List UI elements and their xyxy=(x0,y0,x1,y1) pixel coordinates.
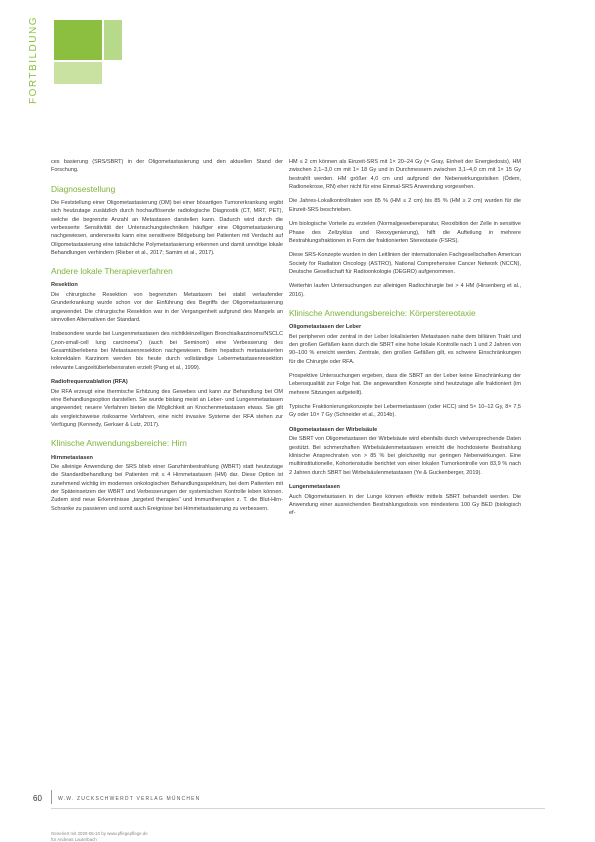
paragraph-wirbelsaeule: Die SBRT von Oligometastasen der Wirbelsäule wird ebenfalls durch vielversprechende Daten gestützt. Bei schmerzhaften Wirbelsäulenmetastasen erreicht die hochdosierte Bestrahlung klinische Ansprechraten von > 85 % bei gleichzeitig nur geringen Nebenwirkungen. Eine multiinstitutionelle, Kohortenstudie berichtet von einer lokalen Tumorkontrolle von 83,9 % nach 2 Jahren durch SBRT bei Wirbelsäulenmetastasen (Ye & Guckenberger, 2019). xyxy=(289,436,521,476)
section-side-label: FORTBILDUNG xyxy=(28,16,39,104)
subheading-hirnmetastasen: Hirnmetastasen xyxy=(51,454,93,461)
footer-divider xyxy=(51,790,52,804)
generated-line-2: für Andreas Lauterbach xyxy=(51,836,97,842)
decor-square-mid xyxy=(104,20,122,60)
paragraph-konzepte: Diese SRS-Konzepte wurden in den Leitlinien der internationalen Fachgesellschaften American Society for Radiation Oncology (ASTRO), National Comprehensive Cancer Network (NCCN), Deutsche Gesellschaft für Radioonkologie (DEGRO) aufgenommen. xyxy=(289,252,521,275)
intro-paragraph: ces basierung (SRS/SBRT) in der Oligometastasierung und den aktuellen Stand der Forschung. xyxy=(51,159,283,174)
heading-hirn: Klinische Anwendungsbereiche: Hirn xyxy=(51,438,187,449)
heading-diagnosestellung: Diagnosestellung xyxy=(51,183,116,194)
decor-square-light xyxy=(54,62,102,84)
heading-koerperstereotaxie: Klinische Anwendungsbereiche: Körperstereotaxie xyxy=(289,308,476,319)
paragraph-resektion-2: Insbesondere wurde bei Lungenmetastasen des nichtkleinzelligen Bronchialkarzinoms/NSCLC („non-small-cell lung carcinoma“) (auch bei Seminom) eine Verbesserung des Gesamtüberlebens bei Metastasenresektion nachgewiesen. Beim hepatisch metastasierten kolorektalen Karzinom werden bis heute durch vollständige Lebermetastasenresektion relevante Langzeitüberlebensraten erzielt (Pang et al., 1999). xyxy=(51,331,283,371)
page-number: 60 xyxy=(33,794,42,803)
left-column xyxy=(51,158,283,519)
subheading-resektion: Resektion xyxy=(51,282,78,289)
decor-square-green xyxy=(54,20,102,60)
subheading-lungenmetastasen: Lungenmetastasen xyxy=(289,484,340,491)
generated-note xyxy=(51,831,148,842)
paragraph-kontrollrate: Die Jahres-Lokalkontrollraten von 85 % (HM ≤ 2 cm) bis 85 % (HM ≥ 2 cm) wurden für die Einzeit-SRS beschrieben. xyxy=(289,198,521,213)
right-column xyxy=(289,158,521,524)
paragraph-hm-dosis: HM ≤ 2 cm können als Einzeit-SRS mit 1× 20–24 Gy (= Gray, Einheit der Energiedosis), HM zwischen 2,1–3,0 cm mit 1× 18 Gy und in Durchmessern zwischen 3,1–4,0 cm mit 1× 15 Gy bestrahlt werden. HM größer 4,0 cm und aufgrund der Nebenwirkungsrisiken (Ödem, Radionekrose, RN) eher nicht für eine Einmal-SRS Anwendung vorgesehen. xyxy=(289,159,521,191)
paragraph-rfa: Die RFA erzeugt eine thermische Erhitzung des Gewebes und kann zur Behandlung bei OM eine Behandlungsoption darstellen. Sie wurde bislang meist an Leber- und Lungenmetastasen angewendet; neuere Verfahren bieten die Möglichkeit an Knochenmetastasen etwas. Sie gilt als vergleichsweise risikoarme Verfahren, eine nicht invasive Systeme der RFA stehen zur Verfügung (Kennedy, Gerkaer & Lutz, 2017). xyxy=(51,388,283,429)
footer-rule xyxy=(51,808,545,809)
paragraph-diagnose: Die Feststellung einer Oligometastasierung (OM) bei einer bösartigen Tumorerkrankung ergibt sich heutzutage zusätzlich durch hochauflösende radiologische Diagnostik (CT, MRT, PET), welche die begrenzte Anzahl an Metastasen darstellen kann. Dadurch wird durch die verbesserte Sensitivität der Untersuchungstechniken häufiger eine Oligometastasierung nachgewiesen, andererseits kann eine sensitivere Bildgebung bei Patienten mit Verdacht auf Oligometastasierung eine tatsächliche Polymetastasierung erkennen und damit unnötige lokale Behandlungen verhindern (Rieber et al., 2017; Samim et al., 2017). xyxy=(51,199,283,256)
subheading-wirbelsaeule: Oligometastasen der Wirbelsäule xyxy=(289,426,378,433)
paragraph-leber-2: Prospektive Untersuchungen ergeben, dass die SBRT an der Leber keine Einschränkung der Lebensqualität zur Folge hat. Die angewandten Konzepte sind heutzutage alle fraktioniert (im mehrere Sitzungen aufgeteilt). xyxy=(289,373,521,396)
subheading-rfa: Radiofrequenzablation (RFA) xyxy=(51,379,128,386)
paragraph-hirn: Die alleinige Anwendung der SRS blieb einer Ganzhirnbestrahlung (WBRT) statt heutzutage die Standardbehandlung bei Patienten mit ≤ 4 Hirnmetastasen (HM) dar. Diese Option ist zunehmend wichtig im modernen onkologischen Behandlungsspektrum, bei dem Patienten mit der Späteinsetzen der WBRT und Verbesserungen der systemischen Kontrolle leben können. Zudem sind neue Erkenntnisse „targeted therapies“ und Immuntherapien z. T. die Blut-Hirn-Schranke zu passieren und somit auch Ereignisse bei Hirnmetastasierung zu verbessern. xyxy=(51,464,283,512)
paragraph-leber-1: Bei peripheren oder zentral in der Leber lokalisierten Metastasen nahe dem biliären Trakt und den großen Gefäßen kann durch die SBRT eine hohe lokale Kontrolle nach 1 und 2 Jahren von 90–100 % erreicht werden. Zentrale, den großen Gefäßen gilt, es schwere Einschränkungen für die Chirurgie oder RFA. xyxy=(289,333,521,365)
paragraph-weiterhin: Weiterhin laufen Untersuchungen zur alleinigen Radiochirurgie bei > 4 HM (Hirsenberg et al., 2016). xyxy=(289,283,521,298)
publisher-name: W.W. ZUCKSCHWERDT VERLAG MÜNCHEN xyxy=(58,796,201,802)
paragraph-lunge: Auch Oligometastasen in der Lunge können effektiv mittels SBRT behandelt werden. Die Anwendung einer ausreichenden Bestrahlungsdosis von mindestens 100 Gy BED (biologisch ef- xyxy=(289,493,521,517)
paragraph-biologie: Um biologische Vorteile zu erzielen (Normalgewebereparatur, Reoxibition der Zelle in sensitive Phase des Zellzyklus und Reoxygenierung), hilft die Aufteilung in mehrere Bestrahlungsfraktionen in Form der fraktionierten Stereotaxie (FSRS). xyxy=(289,221,521,244)
paragraph-resektion-1: Die chirurgische Resektion von begrenzten Metastasen bei stabil verlaufender Grunderkrankung wurde schon vor der Einführung des Begriffs der Oligometastasierung angewendet. Die chirurgische Resektion war in der Vergangenheit aufgrund des Mangels an sinnvollen Alternativen der Standard. xyxy=(51,291,283,323)
subheading-leber: Oligometastasen der Leber xyxy=(289,324,362,331)
generated-line-1: Generiert mit 2020-06-10 by www.pflegepflege.de xyxy=(51,831,148,836)
paragraph-leber-3: Typische Fraktionierungskonzepte bei Lebermetastasen (oder HCC) sind 5× 10–12 Gy, 8× 7,5 Gy oder 10× 7 Gy (Schneider et al., 2014b). xyxy=(289,404,521,419)
heading-andere-therapie: Andere lokale Therapieverfahren xyxy=(51,266,173,277)
